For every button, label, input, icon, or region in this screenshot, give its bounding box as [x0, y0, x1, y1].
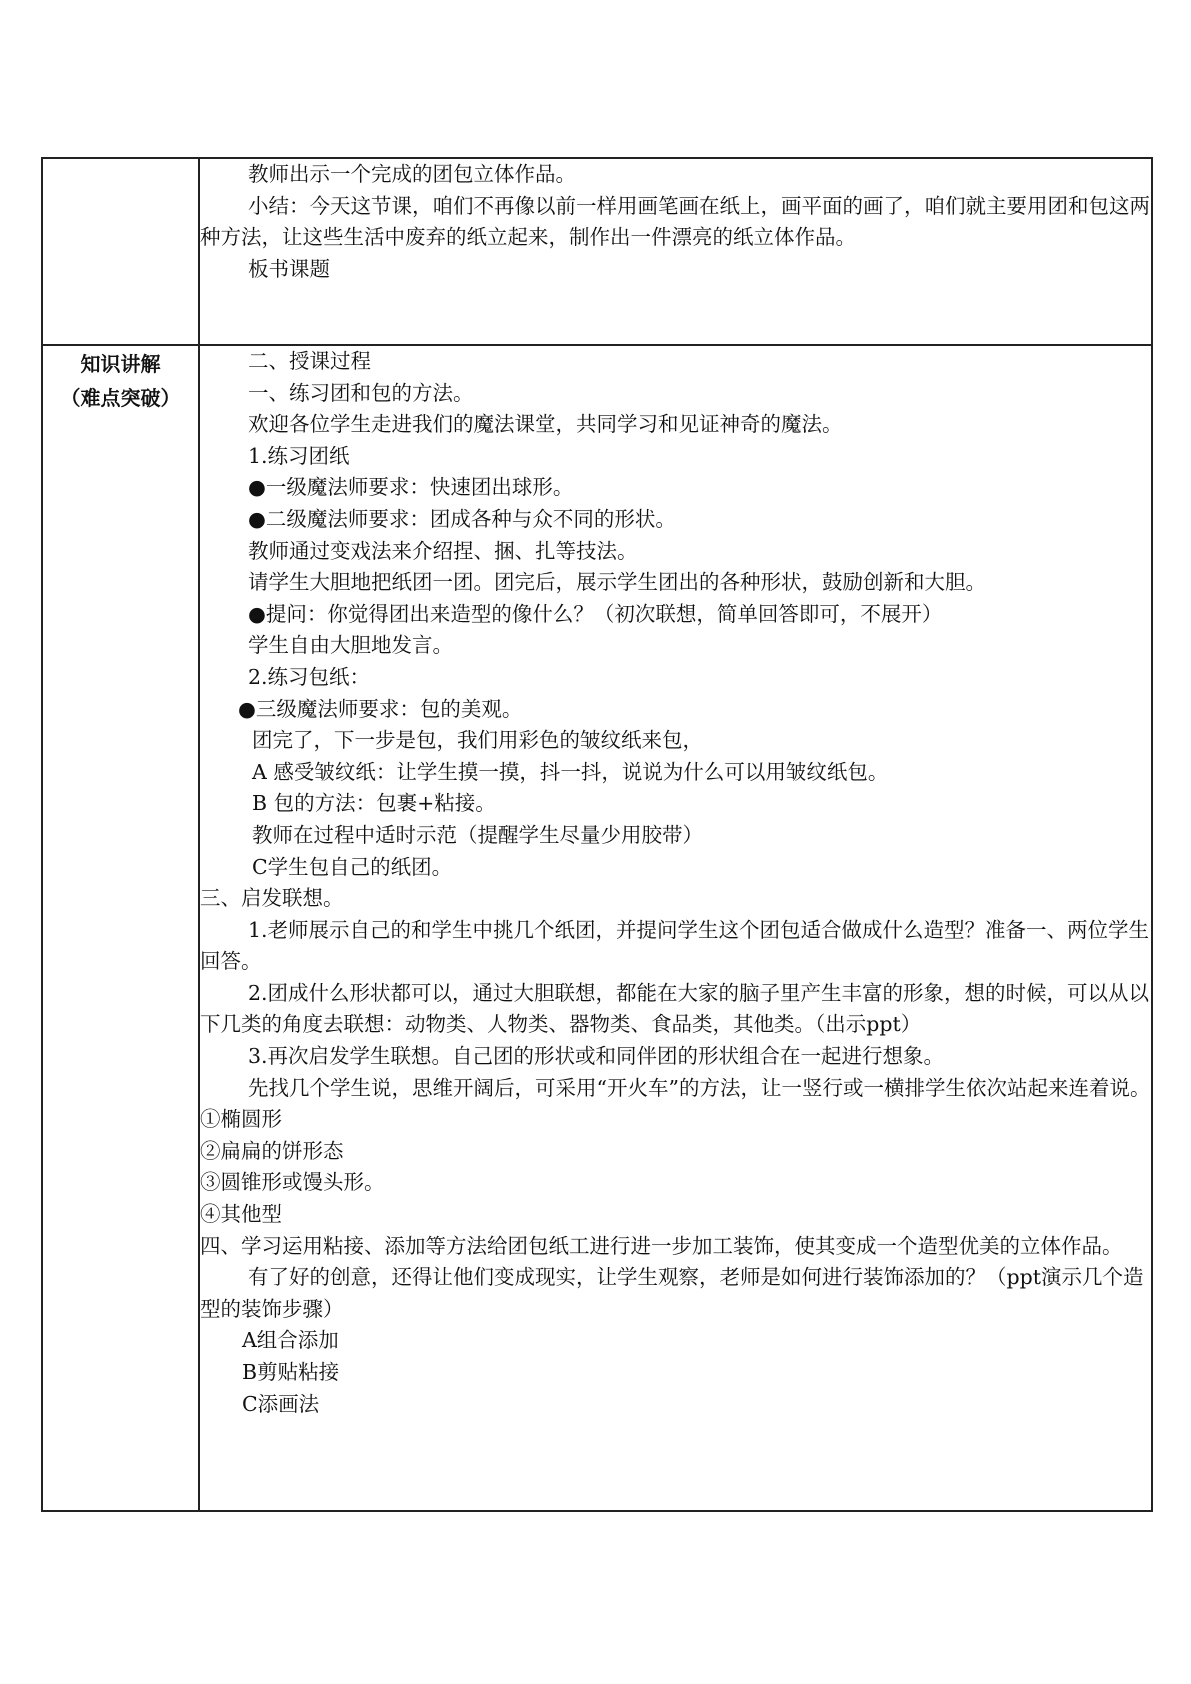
list-item: ③圆锥形或馒头形。: [200, 1170, 385, 1195]
paragraph: 3.再次启发学生联想。自己团的形状或和同伴团的形状组合在一起进行想象。: [248, 1044, 945, 1069]
paragraph: 请学生大胆地把纸团一团。团完后，展示学生团出的各种形状，鼓励创新和大胆。: [248, 570, 986, 595]
list-item: B 包的方法：包裹+粘接。: [252, 791, 496, 816]
section-heading: 一、练习团和包的方法。: [248, 380, 474, 405]
bullet-item: ●二级魔法师要求：团成各种与众不同的形状。: [248, 506, 676, 531]
paragraph: 1.老师展示自己的和学生中挑几个纸团，并提问学生这个团包适合做成什么造型？准备一、两位学生回答。: [200, 917, 1150, 974]
row-content-cell: [199, 158, 1152, 345]
table-row: [42, 158, 1152, 345]
paragraph: 先找几个学生说，思维开阔后，可采用“开火车”的方法，让一竖行或一横排学生依次站起来连着说。: [248, 1075, 1151, 1100]
list-item: ①椭圆形: [200, 1107, 282, 1132]
list-item: ②扁扁的饼形态: [200, 1138, 344, 1163]
paragraph: 学生自由大胆地发言。: [248, 633, 453, 658]
row-label-line: 知识讲解: [80, 352, 161, 376]
section-heading: 三、启发联想。: [200, 886, 344, 911]
paragraph: 教师出示一个完成的团包立体作品。: [248, 162, 576, 186]
lesson-plan-table: [41, 157, 1153, 1512]
sub-heading: 1.练习团纸: [248, 443, 350, 468]
table-row: [42, 345, 1152, 1511]
section-heading: 二、授课过程: [248, 349, 371, 373]
sub-heading: 2.练习包纸：: [248, 664, 371, 689]
list-item: A组合添加: [242, 1328, 339, 1353]
bullet-item: ●三级魔法师要求：包的美观。: [238, 696, 523, 721]
list-item: ④其他型: [200, 1202, 282, 1227]
list-item: C添画法: [242, 1391, 320, 1416]
list-item: A 感受皱纹纸：让学生摸一摸，抖一抖，说说为什么可以用皱纹纸包。: [252, 759, 889, 784]
section-heading: 四、学习运用粘接、添加等方法给团包纸工进行进一步加工装饰，使其变成一个造型优美的立体作品。: [200, 1233, 1123, 1258]
paragraph: 2.团成什么形状都可以，通过大胆联想，都能在大家的脑子里产生丰富的形象，想的时候，可以从以下几类的角度去联想：动物类、人物类、器物类、食品类，其他类。（出示ppt）: [200, 980, 1150, 1037]
paragraph: 板书课题: [248, 256, 330, 281]
paragraph: 团完了，下一步是包，我们用彩色的皱纹纸来包，: [252, 728, 703, 753]
paragraph: 欢迎各位学生走进我们的魔法课堂，共同学习和见证神奇的魔法。: [248, 412, 843, 437]
list-item: C学生包自己的纸团。: [252, 854, 453, 879]
paragraph: 教师通过变戏法来介绍捏、捆、扎等技法。: [248, 538, 638, 563]
row-label: [43, 159, 198, 161]
paragraph: 有了好的创意，还得让他们变成现实，让学生观察，老师是如何进行装饰添加的？（ppt演示几个造型的装饰步骤）: [200, 1265, 1144, 1321]
row-label-line: （难点突破）: [60, 386, 181, 410]
bullet-item: ●提问：你觉得团出来造型的像什么？（初次联想，简单回答即可，不展开）: [248, 601, 943, 626]
paragraph: 教师在过程中适时示范（提醒学生尽量少用胶带）: [252, 822, 703, 847]
paragraph: 小结：今天这节课，咱们不再像以前一样用画笔画在纸上，画平面的画了，咱们就主要用团和包这两种方法，让这些生活中废弃的纸立起来，制作出一件漂亮的纸立体作品。: [200, 193, 1150, 250]
bullet-item: ●一级魔法师要求：快速团出球形。: [248, 475, 574, 500]
row-content-cell: [199, 345, 1152, 1511]
row-label-cell: [42, 158, 199, 345]
list-item: B剪贴粘接: [242, 1360, 340, 1384]
row-label-cell: [42, 345, 199, 1511]
